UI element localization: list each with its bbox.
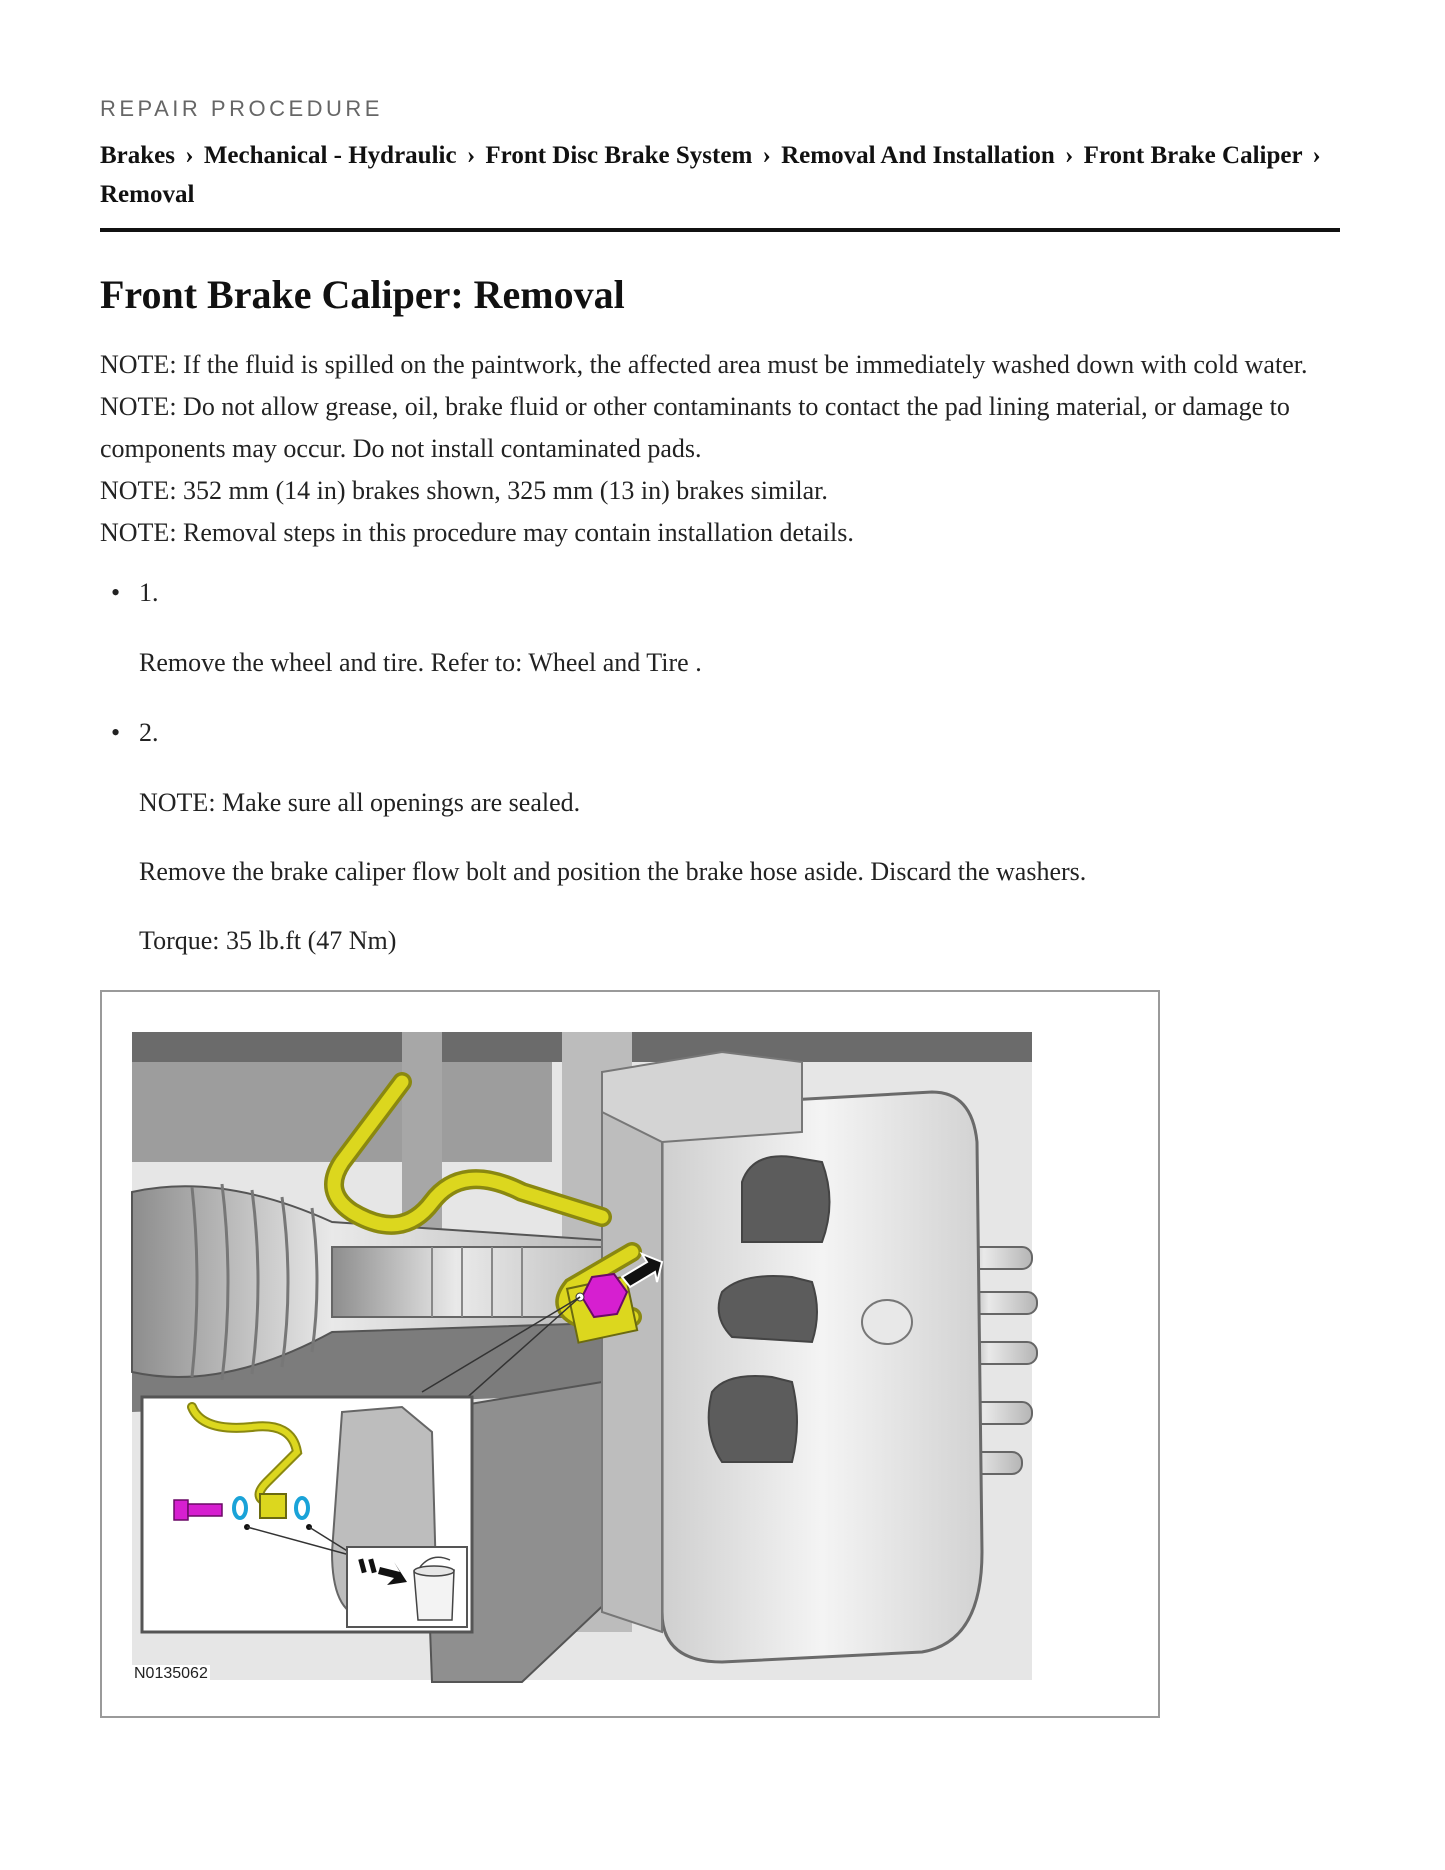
breadcrumb-separator: › [1065,142,1074,169]
breadcrumb-separator: › [1312,142,1321,169]
notes [100,344,1340,554]
breadcrumb-separator: › [185,142,194,169]
step-note: NOTE: Make sure all openings are sealed. [139,788,581,817]
breadcrumb-item-brakes[interactable]: Brakes [100,142,175,169]
bullet-icon: • [111,718,121,747]
note: NOTE: Removal steps in this procedure may contain installation details. [100,518,854,547]
note: NOTE: If the fluid is spilled on the paintwork, the affected area must be immediately washed down with cold water. [100,350,1308,379]
breadcrumb-item-front-disc-brake-system[interactable]: Front Disc Brake System [485,142,753,169]
step-torque: Torque: 35 lb.ft (47 Nm) [139,926,397,955]
inset-detail [142,1397,472,1632]
step-number: 1. [139,578,159,607]
figure-id: N0135062 [134,1665,208,1682]
page-title: Front Brake Caliper: Removal [100,272,625,317]
breadcrumb-separator: › [466,142,476,169]
breadcrumb-item-mechanical-hydraulic[interactable]: Mechanical - Hydraulic [203,142,457,169]
breadcrumb-separator: › [762,142,771,169]
procedure-figure [100,990,1160,1718]
step-1 [100,572,1340,684]
step-number: 2. [139,718,159,747]
page-kicker: REPAIR PROCEDURE [100,96,383,121]
note: NOTE: Do not allow grease, oil, brake fluid or other contaminants to contact the pad lining material, or damage to components may occur. Do not install contaminated pads. [100,392,1290,463]
note: NOTE: 352 mm (14 in) brakes shown, 325 mm (13 in) brakes similar. [100,476,828,505]
repair-page [100,0,1340,1718]
steps-list [100,572,1340,962]
step-2 [100,712,1340,962]
breadcrumb-item-removal: Removal [100,181,195,208]
step-text: Remove the brake caliper flow bolt and position the brake hose aside. Discard the washers. [139,857,1087,886]
brake-caliper-illustration [102,992,1158,1716]
breadcrumb-item-removal-and-installation[interactable]: Removal And Installation [781,142,1055,169]
bullet-icon: • [111,578,121,607]
step-text: Remove the wheel and tire. Refer to: Wheel and Tire . [139,648,702,677]
breadcrumb [100,136,1340,232]
breadcrumb-item-front-brake-caliper[interactable]: Front Brake Caliper [1083,142,1303,169]
